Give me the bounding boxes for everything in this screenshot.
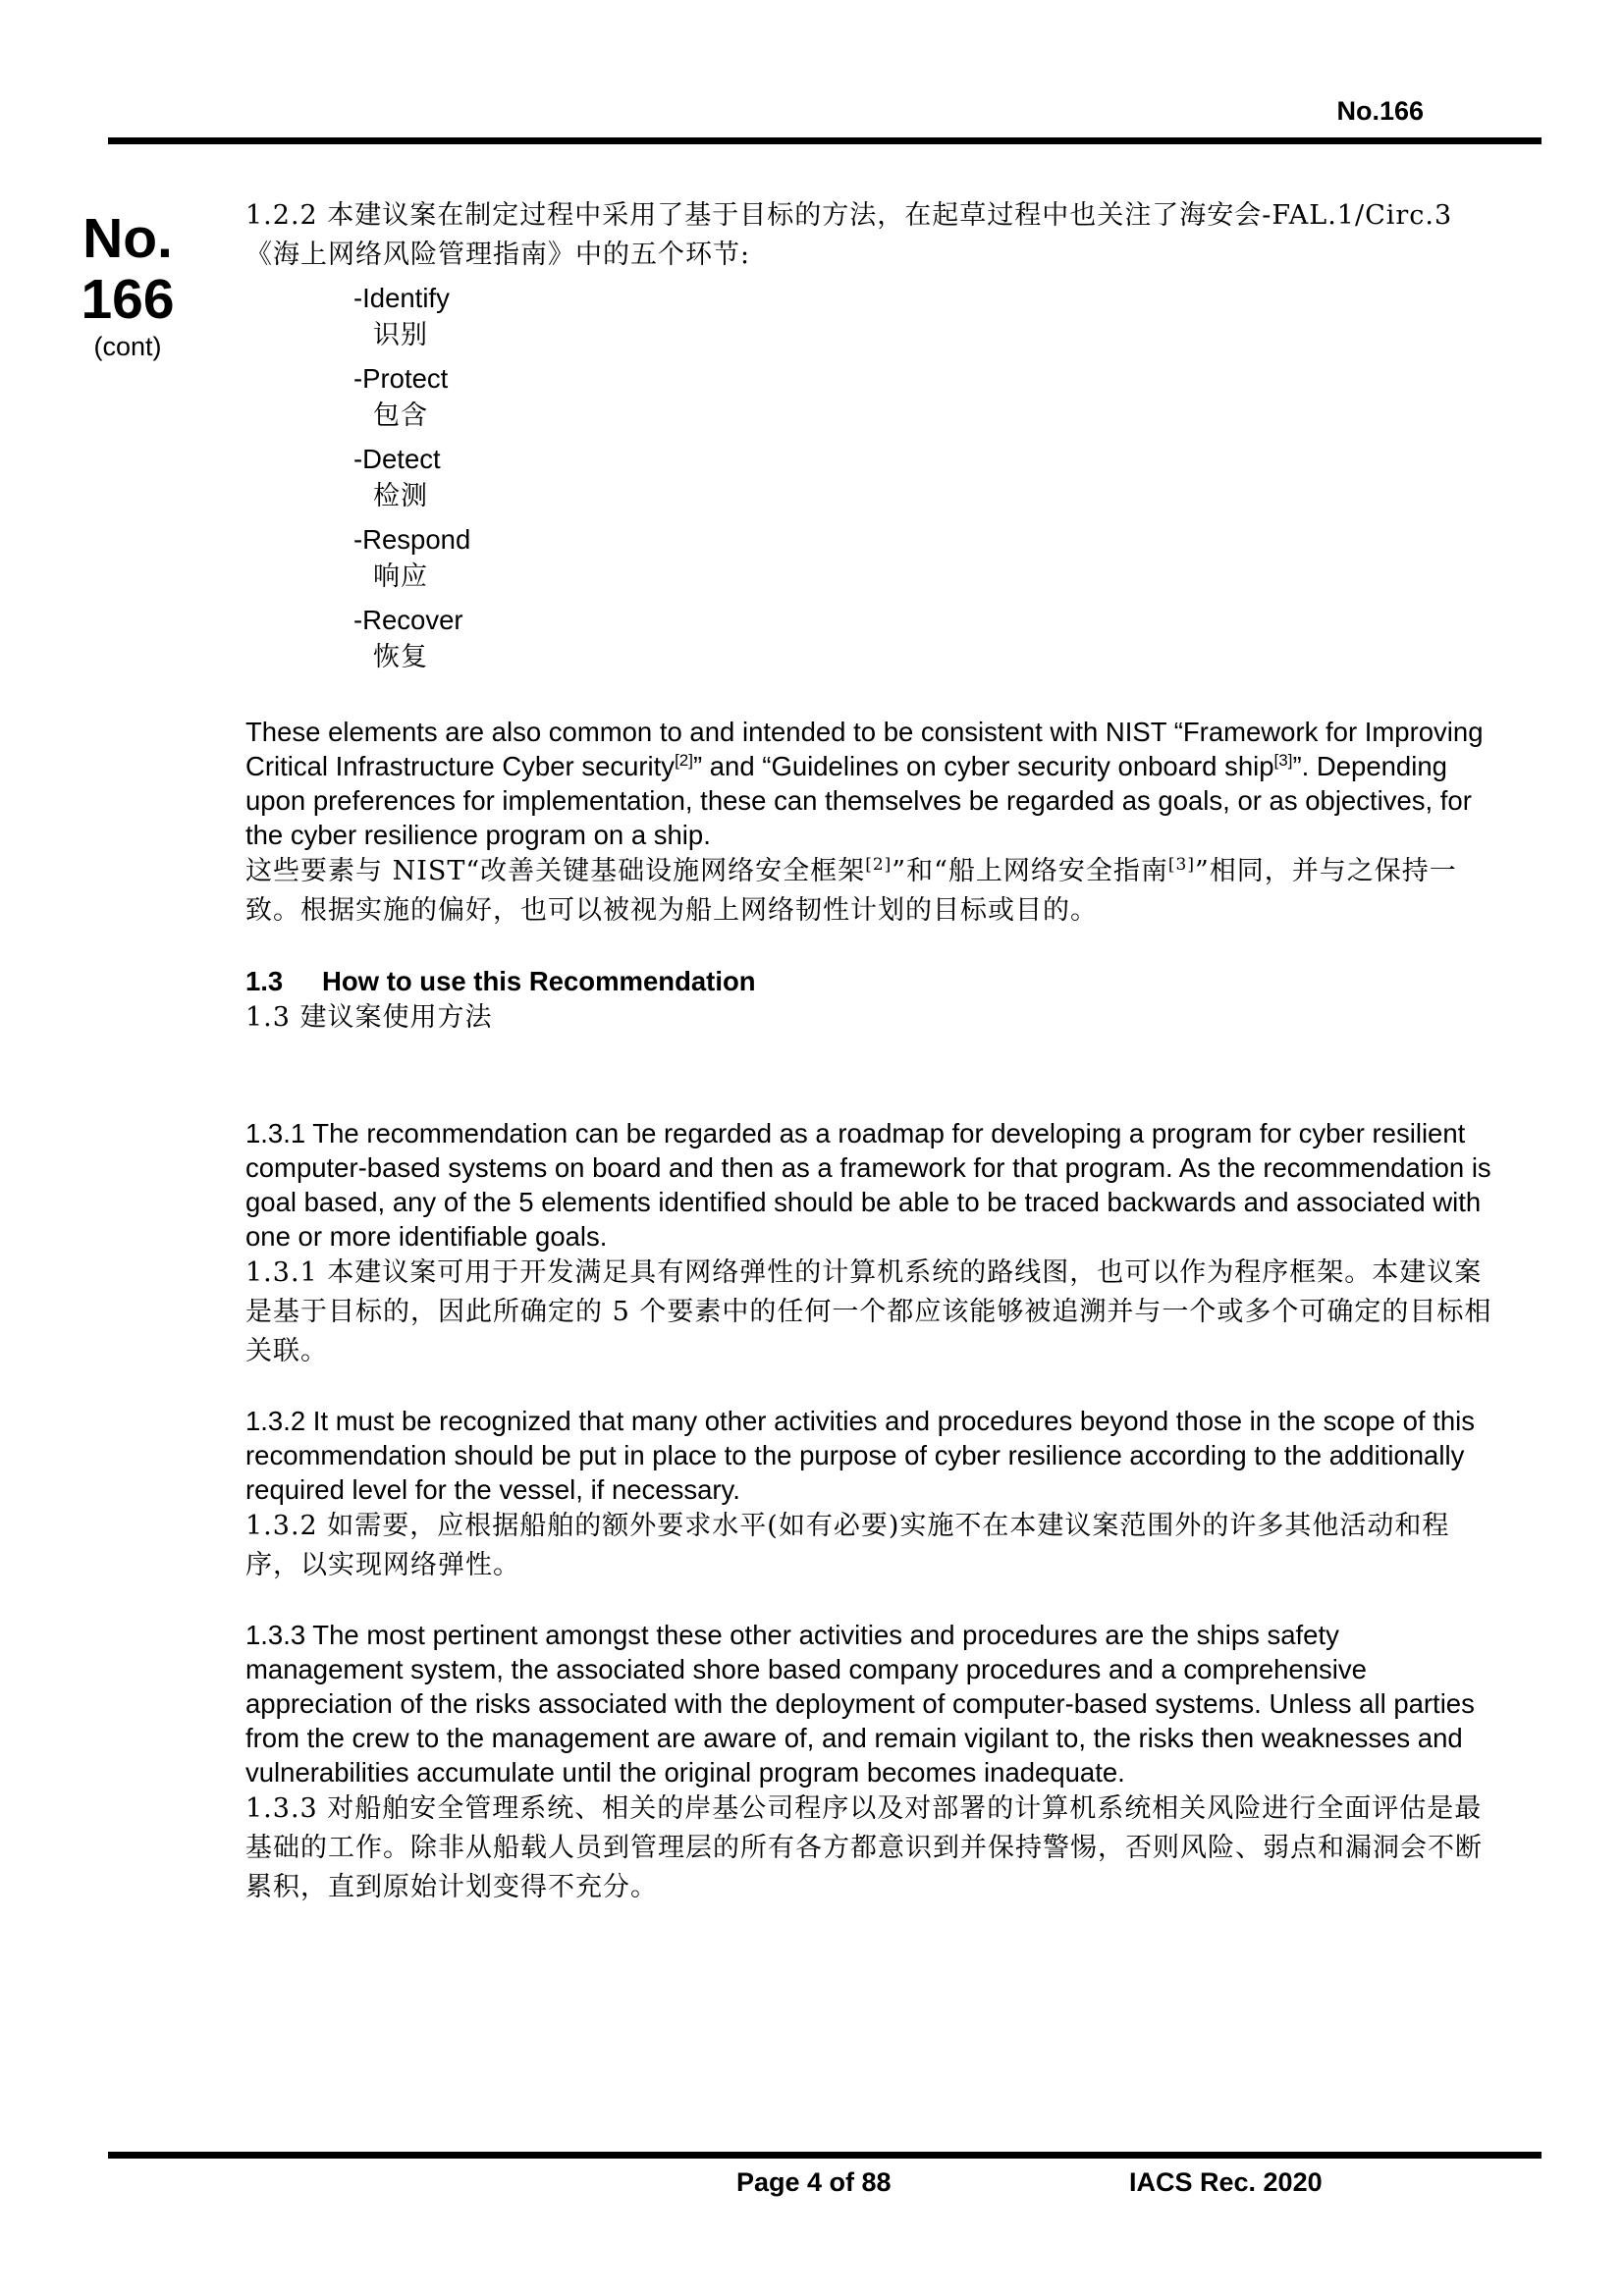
section-number: 1.3 — [245, 966, 284, 996]
section-1-3-2-en: 1.3.2 It must be recognized that many other activities and procedures beyond those in the scope of this recommendation should be put in place to the purpose of cyber resilience according to the additionally required level for the vessel, if necessary. — [245, 1406, 1475, 1505]
reference-2: [2] — [675, 750, 693, 770]
elements-paragraph-zh: 这些要素与 NIST“改善关键基础设施网络安全框架[2]”和“船上网络安全指南[3]”相同，并与之保持一致。根据实施的偏好，也可以被视为船上网络韧性计划的目标或目的。 — [245, 855, 1457, 926]
section-title: How to use this Recommendation — [322, 966, 756, 996]
document-body — [245, 196, 1502, 1907]
five-elements-list — [353, 281, 1502, 677]
list-item — [353, 361, 1502, 436]
section-1-3-1-en: 1.3.1 The recommendation can be regarded as a roadmap for developing a program for cyber resilient computer-based systems on board and then as a framework for that program. As the recommendation is goal based, any of the 5 elements identified should be able to be traced backwards and associated with one or more identifiable goals. — [245, 1118, 1491, 1252]
header-doc-number: No.166 — [1336, 96, 1424, 126]
list-item-en: -Protect — [353, 363, 449, 394]
list-item-zh: 恢复 — [373, 642, 428, 672]
list-item-zh: 响应 — [373, 561, 428, 592]
list-item-en: -Respond — [353, 524, 471, 555]
list-item-zh: 检测 — [373, 481, 428, 511]
section-1-3-2-zh: 1.3.2 如需要，应根据船舶的额外要求水平(如有必要)实施不在本建议案范围外的许多其他活动和程序，以实现网络弹性。 — [245, 1511, 1450, 1580]
section-1-3-3-en: 1.3.3 The most pertinent amongst these other activities and procedures are the ships safety management system, the associated shore based company procedures and a comprehensive appreciation of the risks associated with the deployment of computer-based systems. Unless all parties from the crew to the management are aware of, and remain vigilant to, the risks then weaknesses and vulnerabilities accumulate until the original program becomes inadequate. — [245, 1620, 1475, 1788]
header-rule — [108, 137, 1542, 144]
page-number: Page 4 of 88 — [736, 2167, 892, 2197]
reference-3: [3] — [1273, 750, 1293, 770]
reference-3-zh: [3] — [1167, 855, 1195, 875]
list-item-en: -Recover — [353, 605, 463, 635]
section-1-2-2-zh: 1.2.2 本建议案在制定过程中采用了基于目标的方法，在起草过程中也关注了海安会-FAL.1/Circ.3《海上网络风险管理指南》中的五个环节: — [245, 200, 1453, 270]
list-item-en: -Detect — [353, 444, 441, 474]
side-label-number: 166 — [81, 268, 175, 331]
footer-rule — [108, 2152, 1542, 2159]
list-item — [353, 603, 1502, 677]
side-label-cont: (cont) — [93, 332, 162, 361]
footer-doc-ref: IACS Rec. 2020 — [1129, 2167, 1323, 2197]
reference-2-zh: [2] — [865, 855, 893, 875]
section-1-3-1-zh: 1.3.1 本建议案可用于开发满足具有网络弹性的计算机系统的路线图，也可以作为程序框架。本建议案是基于目标的，因此所确定的 5 个要素中的任何一个都应该能够被追溯并与一个或多个可确定的目标相关联。 — [245, 1257, 1492, 1366]
section-1-3-heading — [245, 964, 1502, 998]
list-item-en: -Identify — [353, 283, 450, 313]
list-item-zh: 识别 — [373, 320, 428, 350]
list-item — [353, 281, 1502, 355]
section-1-3-heading-zh: 1.3 建议案使用方法 — [245, 1002, 493, 1033]
list-item-zh: 包含 — [373, 400, 428, 431]
list-item — [353, 522, 1502, 597]
side-label — [79, 208, 177, 362]
side-label-no: No. — [82, 207, 173, 270]
elements-paragraph-en: These elements are also common to and intended to be consistent with NIST “Framework for Improving Critical Infrastructure Cyber security[2]” and “Guidelines on cyber security onboard ship[3]”. Depending upon preferences for implementation, these can themselves be regarded as goals, or as objectives, for the cyber resilience program on a ship. — [245, 717, 1484, 850]
section-1-3-3-zh: 1.3.3 对船舶安全管理系统、相关的岸基公司程序以及对部署的计算机系统相关风险进行全面评估是最基础的工作。除非从船载人员到管理层的所有各方都意识到并保持警惕，否则风险、弱点和漏洞会不断累积，直到原始计划变得不充分。 — [245, 1793, 1483, 1902]
list-item — [353, 442, 1502, 516]
